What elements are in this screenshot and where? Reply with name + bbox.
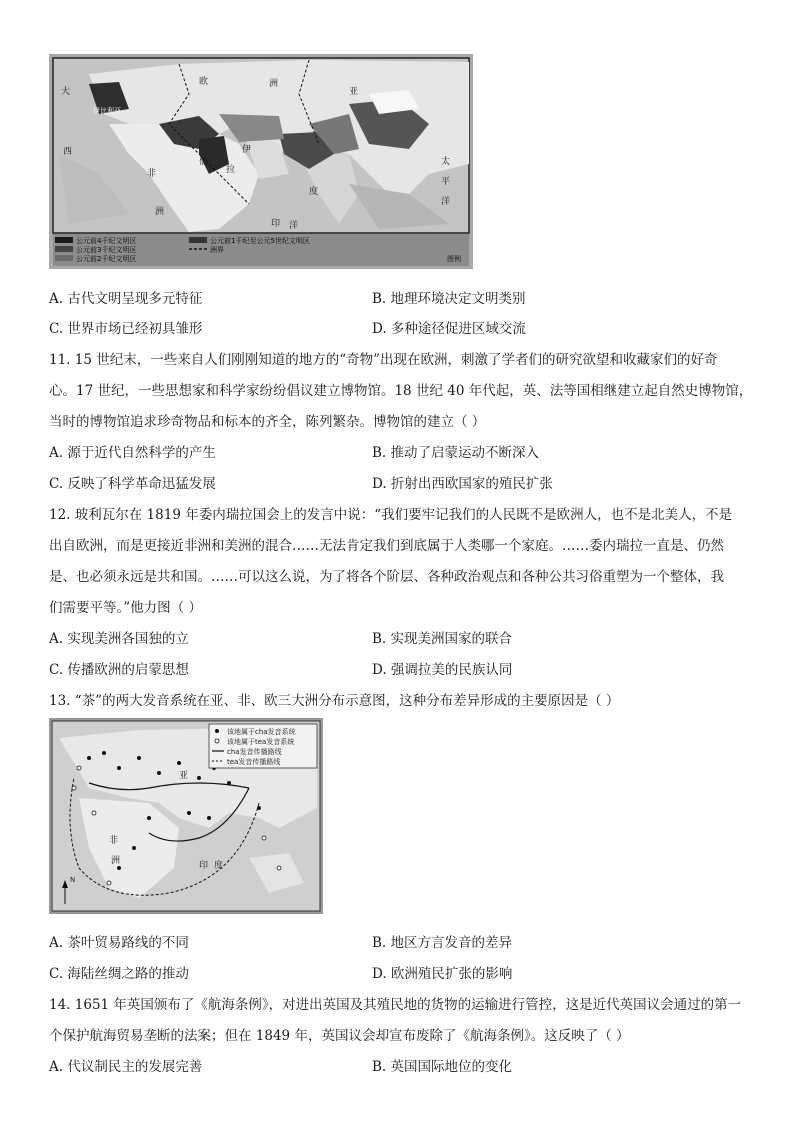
q11-option-a: A. 源于近代自然科学的产生	[49, 445, 216, 461]
q11-stem-line-3: 当时的博物馆追求珍奇物品和标本的齐全，陈列繁杂。博物馆的建立（ ）	[49, 414, 486, 430]
q11-option-d: D. 折射出西欧国家的殖民扩张	[372, 476, 553, 492]
label-europe: 欧	[199, 77, 209, 87]
q10-option-b: B. 地理环境决定文明类别	[372, 291, 526, 307]
label-ya: 亚	[349, 87, 359, 97]
label-india: 度	[309, 187, 319, 197]
q11-option-b: B. 推动了启蒙运动不断深入	[372, 445, 540, 461]
q12-stem-line-4: 们需要平等。”他力图（ ）	[49, 600, 202, 616]
q12-option-b: B. 实现美洲国家的联合	[372, 631, 513, 647]
label-africa-bottom: 洲	[155, 207, 165, 217]
label-pacific-3: 洋	[441, 197, 451, 207]
q10-option-c: C. 世界市场已经初具雏形	[49, 321, 203, 337]
q14-stem-line-1: 14. 1651 年英国颁布了《航海条例》，对进出英国及其殖民地的货物的运输进行管控，这是近代英国议会通过的第一	[49, 997, 742, 1013]
label-pacific-2: 平	[441, 177, 451, 187]
ancient-civilization-map	[49, 54, 473, 269]
q14-stem-line-2: 个保护航海贸易垄断的法案；但在 1849 年，英国议会却宣布废除了《航海条例》。这反映了（ ）	[49, 1028, 630, 1044]
label-yi: 伊	[242, 145, 252, 155]
legend-tea-route: tea发音传播路线	[227, 758, 281, 766]
legend-continent-boundary: 洲界	[210, 246, 224, 254]
q10-option-d: D. 多种途径促进区域交流	[372, 321, 526, 337]
q10-option-a: A. 古代文明呈现多元特征	[49, 291, 203, 307]
legend-1st-millennium: 公元前1千纪至公元5世纪文明区	[210, 237, 310, 245]
legend-2nd-millennium: 公元前2千纪文明区	[76, 255, 137, 263]
label-pacific-1: 太	[441, 157, 451, 167]
q11-option-c: C. 反映了科学革命迅猛发展	[49, 476, 216, 492]
label-west: 西	[63, 147, 73, 157]
compass-icon: N	[70, 876, 76, 884]
q11-stem-line-2: 心。17 世纪，一些思想家和科学家纷纷倡议建立博物馆。18 世纪 40 年代起，英、法等国相继建立起自然史博物馆，	[49, 383, 753, 399]
label-indian-ocean: 洋	[289, 221, 299, 231]
label-iberia: 伊比利亚	[93, 107, 121, 115]
label-asia: 亚	[179, 771, 189, 781]
legend-cha-route: cha发音传播路线	[227, 748, 282, 756]
q12-stem-line-3: 是、也必须永远是共和国。……可以这么说，为了将各个阶层、各种政治观点和各种公共习俗重塑为一个整体，我	[49, 569, 724, 585]
q12-option-a: A. 实现美洲各国独的立	[49, 631, 189, 647]
q12-stem-line-2: 出自欧洲，而是更接近非洲和美洲的混合……无法肯定我们到底属于人类哪一个家庭。……委内瑞拉一直是、仍然	[49, 538, 724, 554]
label-africa-2: 洲	[111, 856, 121, 866]
label-zhou: 洲	[269, 79, 279, 89]
q13-option-b: B. 地区方言发音的差异	[372, 935, 513, 951]
legend-tea-system: 该地属于tea发音系统	[227, 738, 295, 746]
q12-stem-line-1: 12. 玻利瓦尔在 1819 年委内瑞拉国会上的发言中说：“我们要牢记我们的人民既不是欧洲人，也不是北美人，不是	[49, 507, 733, 523]
q13-option-c: C. 海陆丝绸之路的推动	[49, 966, 189, 982]
q14-option-a: A. 代议制民主的发展完善	[49, 1059, 203, 1075]
q13-option-a: A. 茶叶贸易路线的不同	[49, 935, 189, 951]
legend-cha-system: 该地属于cha发音系统	[227, 728, 296, 736]
q13-option-d: D. 欧洲殖民扩张的影响	[372, 966, 513, 982]
q14-option-b: B. 英国国际地位的变化	[372, 1059, 513, 1075]
label-indian: 印	[271, 219, 281, 229]
q12-option-c: C. 传播欧洲的启蒙思想	[49, 662, 189, 678]
tea-pronunciation-map	[49, 718, 323, 914]
label-indian: 印	[199, 861, 209, 871]
q13-stem-line-1: 13. “茶”的两大发音系统在亚、非、欧三大洲分布示意图，这种分布差异形成的主要原因是（ ）	[49, 693, 620, 709]
label-indian-2: 度	[214, 861, 224, 871]
label-africa-top: 非	[147, 169, 157, 179]
q11-stem-line-1: 11. 15 世纪末，一些来自人们刚刚知道的地方的“奇物”出现在欧洲，刺激了学者们的研究欲望和收藏家们的好奇	[49, 352, 718, 368]
legend-tag: 图例	[447, 255, 461, 263]
label-bo: 伯	[199, 157, 209, 167]
legend-3rd-millennium: 公元前3千纪文明区	[76, 246, 137, 254]
legend-4th-millennium: 公元前4千纪文明区	[76, 237, 137, 245]
label-africa: 非	[109, 836, 119, 846]
label-la: 拉	[226, 165, 236, 175]
label-atlantic: 大	[61, 87, 71, 97]
q12-option-d: D. 强调拉美的民族认同	[372, 662, 513, 678]
